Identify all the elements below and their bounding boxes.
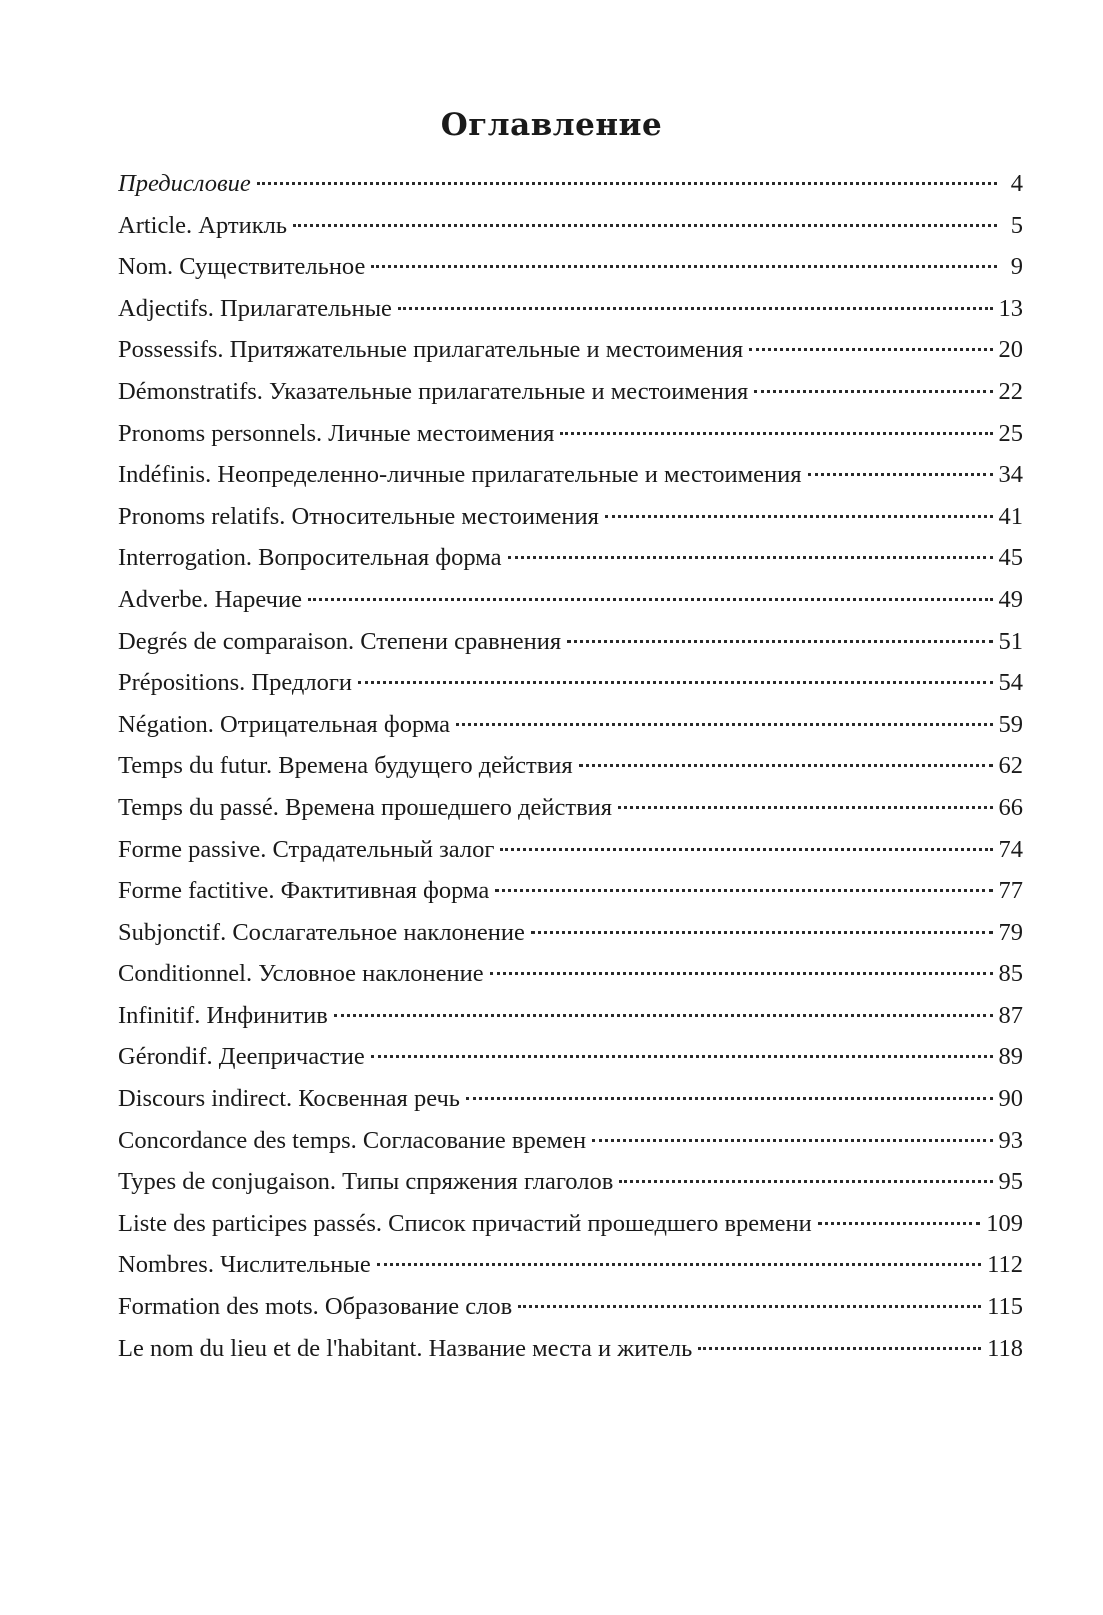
toc-entry-title: Possessifs. Притяжательные прилагательные и местоимения <box>118 336 744 364</box>
toc-entry <box>118 787 1023 829</box>
toc-entry-title: Forme factitive. Фактитивная форма <box>118 877 490 905</box>
toc-entry <box>118 995 1023 1037</box>
dot-leader <box>560 432 992 435</box>
toc-entry-title: Indéfinis. Неопределенно-личные прилагательные и местоимения <box>118 461 802 489</box>
toc-entry-page-number: 22 <box>998 377 1023 405</box>
toc-entry-title: Formation des mots. Образование слов <box>118 1293 513 1321</box>
dot-leader <box>518 1305 981 1308</box>
toc-entry-page-number: 77 <box>998 877 1023 905</box>
toc-entry-title: Adjectifs. Прилагательные <box>118 294 392 322</box>
toc-entry-page-number: 95 <box>998 1168 1023 1196</box>
toc-entry-page-number: 118 <box>987 1334 1023 1362</box>
toc-entry <box>118 1161 1023 1203</box>
toc-entry-page-number: 54 <box>998 669 1023 697</box>
toc-entry-page-number: 9 <box>1010 253 1023 281</box>
toc-entry-title: Prépositions. Предлоги <box>118 669 352 697</box>
toc-entry-title: Article. Артикль <box>118 211 288 239</box>
dot-leader <box>456 723 992 726</box>
toc-entry <box>118 1036 1023 1078</box>
toc-entry <box>118 912 1023 954</box>
page-title: Оглавление <box>440 106 663 143</box>
toc-entry <box>118 537 1023 579</box>
toc-entry-title: Предисловие <box>118 170 251 197</box>
toc-entry-title: Pronoms personnels. Личные местоимения <box>118 419 555 447</box>
toc-entry-page-number: 5 <box>1010 211 1023 239</box>
toc-entry-page-number: 4 <box>1010 170 1023 197</box>
toc-entry-page-number: 66 <box>998 793 1023 821</box>
toc-entry <box>118 704 1023 746</box>
toc-entry-title: Nom. Существительное <box>118 253 366 281</box>
toc-entry-title: Le nom du lieu et de l'habitant. Название места и житель <box>118 1334 693 1362</box>
toc-entry-page-number: 59 <box>998 710 1023 738</box>
dot-leader <box>490 972 993 975</box>
toc-entry <box>118 163 1023 205</box>
dot-leader <box>592 1139 992 1142</box>
toc-entry <box>118 1078 1023 1120</box>
toc-entry <box>118 621 1023 663</box>
toc-entry-page-number: 79 <box>998 918 1023 946</box>
toc-entry-page-number: 25 <box>998 419 1023 447</box>
toc-entry-page-number: 45 <box>998 544 1023 572</box>
toc-entry-title: Liste des participes passés. Список причастий прошедшего времени <box>118 1209 812 1237</box>
toc-entry-page-number: 112 <box>987 1251 1023 1279</box>
toc-entry-title: Forme passive. Страдательный залог <box>118 835 495 863</box>
toc-entry-title: Discours indirect. Косвенная речь <box>118 1085 460 1113</box>
toc-entry <box>118 454 1023 496</box>
toc-entry <box>118 1203 1023 1245</box>
toc-entry-title: Infinitif. Инфинитив <box>118 1001 328 1029</box>
toc-entry-title: Degrés de comparaison. Степени сравнения <box>118 627 562 655</box>
toc-entry-page-number: 74 <box>998 835 1023 863</box>
dot-leader <box>567 640 992 643</box>
dot-leader <box>754 390 992 393</box>
toc-entry-page-number: 89 <box>998 1043 1023 1071</box>
dot-leader <box>619 1180 992 1183</box>
toc-entry-title: Temps du passé. Времена прошедшего действия <box>118 793 613 821</box>
dot-leader <box>257 182 997 185</box>
toc-entry-title: Subjonctif. Сослагательное наклонение <box>118 918 525 946</box>
toc-entry-title: Négation. Отрицательная форма <box>118 710 451 738</box>
toc-entry-title: Démonstratifs. Указательные прилагательные и местоимения <box>118 377 749 405</box>
toc-entry <box>118 371 1023 413</box>
toc-entry-page-number: 115 <box>987 1293 1023 1321</box>
toc-entry <box>118 288 1023 330</box>
toc-entry-page-number: 90 <box>998 1085 1023 1113</box>
dot-leader <box>808 473 993 476</box>
toc-entry-page-number: 51 <box>998 627 1023 655</box>
toc-entry-page-number: 20 <box>998 336 1023 364</box>
dot-leader <box>371 1055 993 1058</box>
toc-entry <box>118 870 1023 912</box>
toc-entry <box>118 205 1023 247</box>
dot-leader <box>371 265 997 268</box>
dot-leader <box>579 764 993 767</box>
dot-leader <box>508 556 993 559</box>
dot-leader <box>618 806 992 809</box>
toc-entry-title: Types de conjugaison. Типы спряжения глаголов <box>118 1168 614 1196</box>
dot-leader <box>749 348 992 351</box>
toc-entry-page-number: 49 <box>998 585 1023 613</box>
toc-entry <box>118 1120 1023 1162</box>
dot-leader <box>500 848 992 851</box>
toc-entry-page-number: 87 <box>998 1001 1023 1029</box>
toc-entry <box>118 953 1023 995</box>
toc-entry <box>118 829 1023 871</box>
toc-entry <box>118 329 1023 371</box>
toc-entry-page-number: 34 <box>998 461 1023 489</box>
dot-leader <box>466 1097 993 1100</box>
toc-entry <box>118 1244 1023 1286</box>
toc-entry <box>118 1328 1023 1370</box>
dot-leader <box>398 307 993 310</box>
toc-entry-page-number: 93 <box>998 1126 1023 1154</box>
toc-entry <box>118 579 1023 621</box>
toc-entry <box>118 662 1023 704</box>
dot-leader <box>605 515 993 518</box>
dot-leader <box>495 889 992 892</box>
toc-entry-title: Nombres. Числительные <box>118 1251 371 1279</box>
toc-entry <box>118 496 1023 538</box>
dot-leader <box>698 1347 981 1350</box>
toc-entry-title: Concordance des temps. Согласование времен <box>118 1126 587 1154</box>
toc-entry-title: Gérondif. Деепричастие <box>118 1043 365 1071</box>
table-of-contents <box>118 163 1023 1369</box>
toc-entry-title: Interrogation. Вопросительная форма <box>118 544 502 572</box>
dot-leader <box>531 931 993 934</box>
toc-entry-page-number: 41 <box>998 502 1023 530</box>
toc-entry-page-number: 85 <box>998 960 1023 988</box>
toc-entry-title: Conditionnel. Условное наклонение <box>118 960 484 988</box>
toc-entry-page-number: 13 <box>998 294 1023 322</box>
toc-entry-page-number: 109 <box>986 1209 1023 1237</box>
toc-entry <box>118 246 1023 288</box>
dot-leader <box>293 224 997 227</box>
dot-leader <box>358 681 993 684</box>
toc-entry-title: Adverbe. Наречие <box>118 585 302 613</box>
toc-entry-title: Pronoms relatifs. Относительные местоимения <box>118 502 599 530</box>
toc-entry-title: Temps du futur. Времена будущего действия <box>118 752 573 780</box>
dot-leader <box>377 1263 981 1266</box>
dot-leader <box>308 598 993 601</box>
dot-leader <box>334 1014 993 1017</box>
toc-entry <box>118 745 1023 787</box>
toc-entry-page-number: 62 <box>998 752 1023 780</box>
toc-entry <box>118 413 1023 455</box>
dot-leader <box>818 1222 980 1225</box>
toc-entry <box>118 1286 1023 1328</box>
